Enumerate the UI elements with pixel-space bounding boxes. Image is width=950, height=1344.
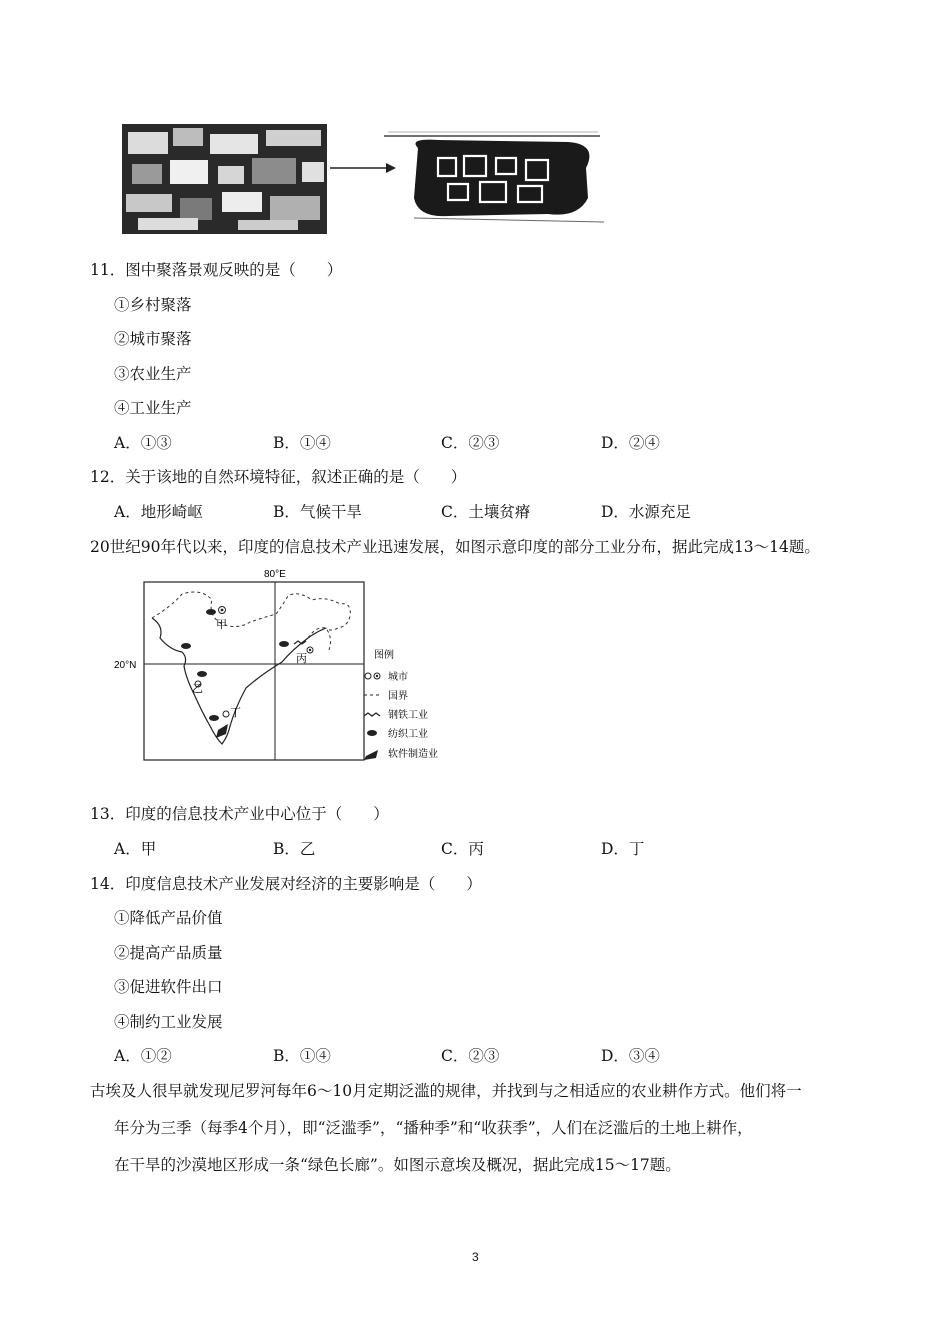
question-11-stem: 11．图中聚落景观反映的是（ ） bbox=[90, 261, 343, 279]
legend-border: 国界 bbox=[388, 691, 408, 702]
legend-title: 图例 bbox=[374, 650, 394, 661]
q14-item-2: ②提高产品质量 bbox=[114, 944, 223, 962]
textile-icon bbox=[279, 641, 289, 647]
label-jia: 甲 bbox=[216, 618, 227, 631]
q11-item-1: ①乡村聚落 bbox=[114, 296, 192, 314]
q11-option-d[interactable]: D．②④ bbox=[601, 434, 660, 452]
textile-icon bbox=[181, 643, 191, 649]
city-icon bbox=[365, 673, 371, 679]
q14-item-4: ④制约工业发展 bbox=[114, 1013, 223, 1031]
lat-label: 20°N bbox=[114, 660, 137, 671]
place-bing bbox=[279, 641, 313, 665]
q14-option-d[interactable]: D．③④ bbox=[601, 1047, 660, 1065]
national-border bbox=[152, 592, 350, 630]
egypt-intro-line-2: 年分为三季（每季4个月），即“泛滥季”，“播种季”和“收获季”，人们在泛滥后的土地上耕作， bbox=[114, 1119, 753, 1137]
q14-option-a[interactable]: A．①② bbox=[114, 1047, 172, 1065]
q14-option-b[interactable]: B．①④ bbox=[273, 1047, 331, 1065]
legend-textile: 纺织工业 bbox=[388, 729, 428, 740]
legend-steel: 钢铁工业 bbox=[388, 710, 428, 721]
q13-option-d[interactable]: D．丁 bbox=[601, 840, 645, 858]
q14-option-c[interactable]: C．②③ bbox=[441, 1047, 500, 1065]
legend-city: 城市 bbox=[388, 672, 408, 683]
q11-option-c[interactable]: C．②③ bbox=[441, 434, 500, 452]
map-frame bbox=[144, 582, 364, 760]
settlement-plan-sketch bbox=[384, 132, 604, 222]
textile-icon bbox=[197, 671, 207, 677]
india-intro-text: 20世纪90年代以来，印度的信息技术产业迅速发展，如图示意印度的部分工业分布，据此完成13～14题。 bbox=[90, 538, 820, 556]
q11-item-2: ②城市聚落 bbox=[114, 330, 192, 348]
map-legend bbox=[364, 648, 438, 760]
steel-legend-icon bbox=[364, 713, 380, 716]
question-14-stem: 14．印度信息技术产业发展对经济的主要影响是（ ） bbox=[90, 875, 482, 893]
question-13-stem: 13．印度的信息技术产业中心位于（ ） bbox=[90, 805, 389, 823]
settlement-photo bbox=[122, 124, 327, 234]
q12-option-d[interactable]: D．水源充足 bbox=[601, 503, 691, 521]
label-bing: 丙 bbox=[296, 652, 307, 665]
textile-legend-icon bbox=[367, 730, 377, 736]
page-number: 3 bbox=[472, 1250, 479, 1264]
lon-label: 80°E bbox=[264, 569, 286, 580]
egypt-intro-line-1: 古埃及人很早就发现尼罗河每年6～10月定期泛滥的规律，并找到与之相适应的农业耕作方式。他们将一 bbox=[90, 1082, 802, 1100]
india-coastline bbox=[152, 618, 326, 744]
egypt-intro-line-3: 在干旱的沙漠地区形成一条“绿色长廊”。如图示意埃及概况，据此完成15～17题。 bbox=[114, 1156, 681, 1174]
q14-item-3: ③促进软件出口 bbox=[114, 978, 223, 996]
settlement-figure bbox=[118, 118, 608, 236]
q14-item-1: ①降低产品价值 bbox=[114, 909, 223, 927]
software-legend-icon bbox=[364, 750, 378, 760]
q11-item-3: ③农业生产 bbox=[114, 365, 192, 383]
india-industry-map bbox=[112, 566, 472, 766]
q11-item-4: ④工业生产 bbox=[114, 399, 192, 417]
q11-option-a[interactable]: A．①③ bbox=[114, 434, 172, 452]
label-yi: 乙 bbox=[192, 682, 203, 695]
legend-software: 软件制造业 bbox=[388, 749, 438, 760]
place-jia bbox=[206, 607, 227, 632]
label-ding: 丁 bbox=[230, 706, 241, 719]
q12-option-a[interactable]: A．地形崎岖 bbox=[114, 503, 203, 521]
q13-option-b[interactable]: B．乙 bbox=[273, 840, 316, 858]
textile-icon bbox=[209, 715, 219, 721]
settlement-illustration bbox=[118, 118, 608, 236]
q13-option-c[interactable]: C．丙 bbox=[441, 840, 484, 858]
q12-option-b[interactable]: B．气候干旱 bbox=[273, 503, 362, 521]
arrow-icon bbox=[330, 163, 396, 173]
q13-option-a[interactable]: A．甲 bbox=[114, 840, 157, 858]
q12-option-c[interactable]: C．土壤贫瘠 bbox=[441, 503, 531, 521]
question-12-stem: 12．关于该地的自然环境特征，叙述正确的是（ ） bbox=[90, 468, 467, 486]
textile-icon bbox=[206, 609, 216, 615]
q11-option-b[interactable]: B．①④ bbox=[273, 434, 331, 452]
